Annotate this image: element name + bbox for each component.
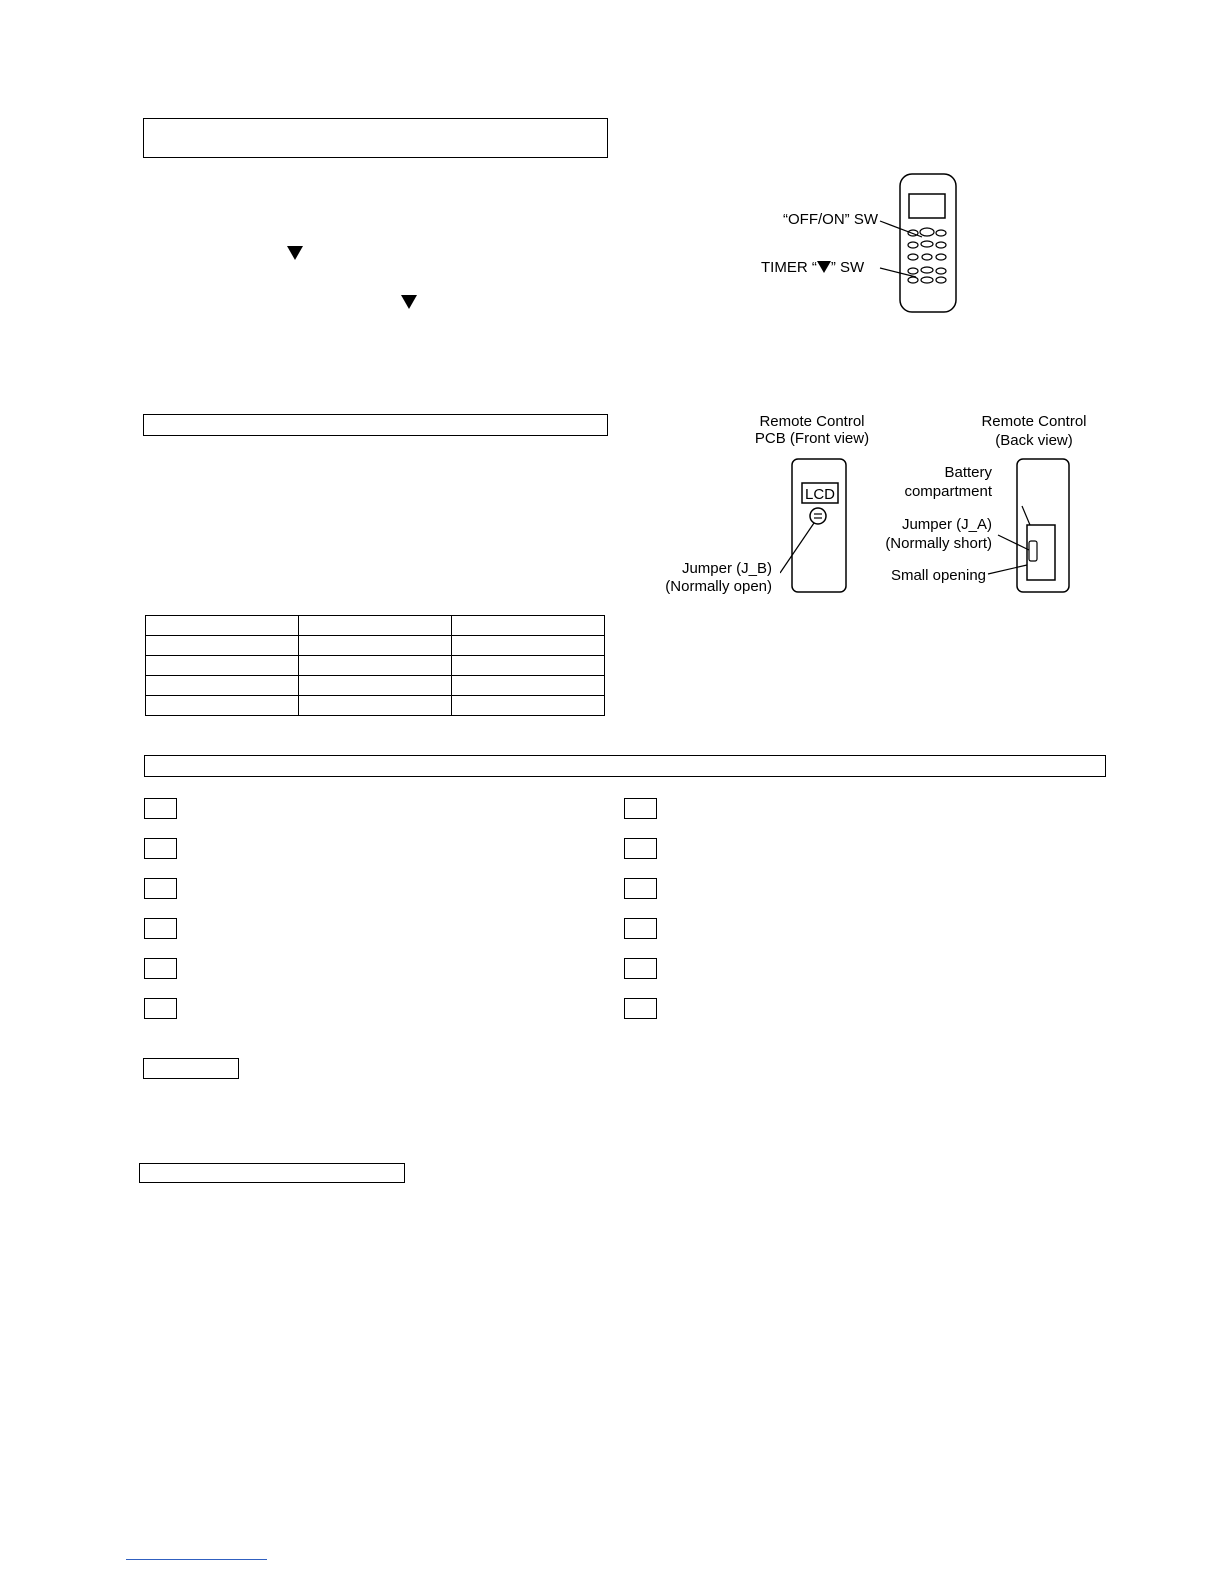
timer-switch-label [761, 259, 881, 277]
code-box [144, 838, 177, 859]
battery-compartment-line1: Battery [944, 464, 992, 481]
code-box [624, 838, 657, 859]
jumper-ja-line2: (Normally short) [885, 535, 992, 552]
jumper-jb-line2: (Normally open) [665, 578, 772, 595]
code-box [624, 918, 657, 939]
code-box [144, 958, 177, 979]
note-box [143, 1058, 239, 1079]
battery-compartment-line2: compartment [904, 483, 992, 500]
timer-label-prefix: TIMER “ [761, 259, 817, 276]
code-box [144, 878, 177, 899]
section-heading-box-1 [143, 118, 608, 158]
table-row [146, 656, 605, 676]
code-box [624, 798, 657, 819]
jumper-ja-line1: Jumper (J_A) [901, 516, 992, 533]
table-row [146, 636, 605, 656]
back-view-title-line1: Remote Control [981, 413, 1087, 430]
table-row [146, 696, 605, 716]
down-triangle-icon [401, 295, 417, 309]
table-row [146, 676, 605, 696]
timer-label-suffix: ” SW [830, 259, 865, 276]
back-view-title-line2: (Back view) [995, 432, 1073, 449]
code-box [624, 958, 657, 979]
jumper-jb-line1: Jumper (J_B) [681, 560, 772, 577]
section-heading-box-4 [139, 1163, 405, 1183]
code-box [144, 798, 177, 819]
remote-pcb-front-illustration [780, 455, 870, 600]
settings-table [145, 615, 605, 716]
section-heading-box-3 [144, 755, 1106, 777]
leader-lines [878, 215, 938, 285]
off-on-switch-label: “OFF/ON” SW [783, 211, 878, 228]
down-triangle-icon [287, 246, 303, 260]
section-heading-box-2 [143, 414, 608, 436]
code-box [144, 998, 177, 1019]
small-opening-label: Small opening [890, 567, 986, 584]
front-view-title-line1: Remote Control [759, 413, 865, 430]
lcd-label: LCD [804, 486, 835, 503]
code-box [144, 918, 177, 939]
table-row [146, 616, 605, 636]
code-box [624, 878, 657, 899]
remote-back-illustration [985, 455, 1085, 600]
front-view-title-line2: PCB (Front view) [754, 430, 870, 447]
link-underline[interactable] [126, 1559, 267, 1560]
code-box [624, 998, 657, 1019]
down-triangle-icon [817, 261, 831, 273]
